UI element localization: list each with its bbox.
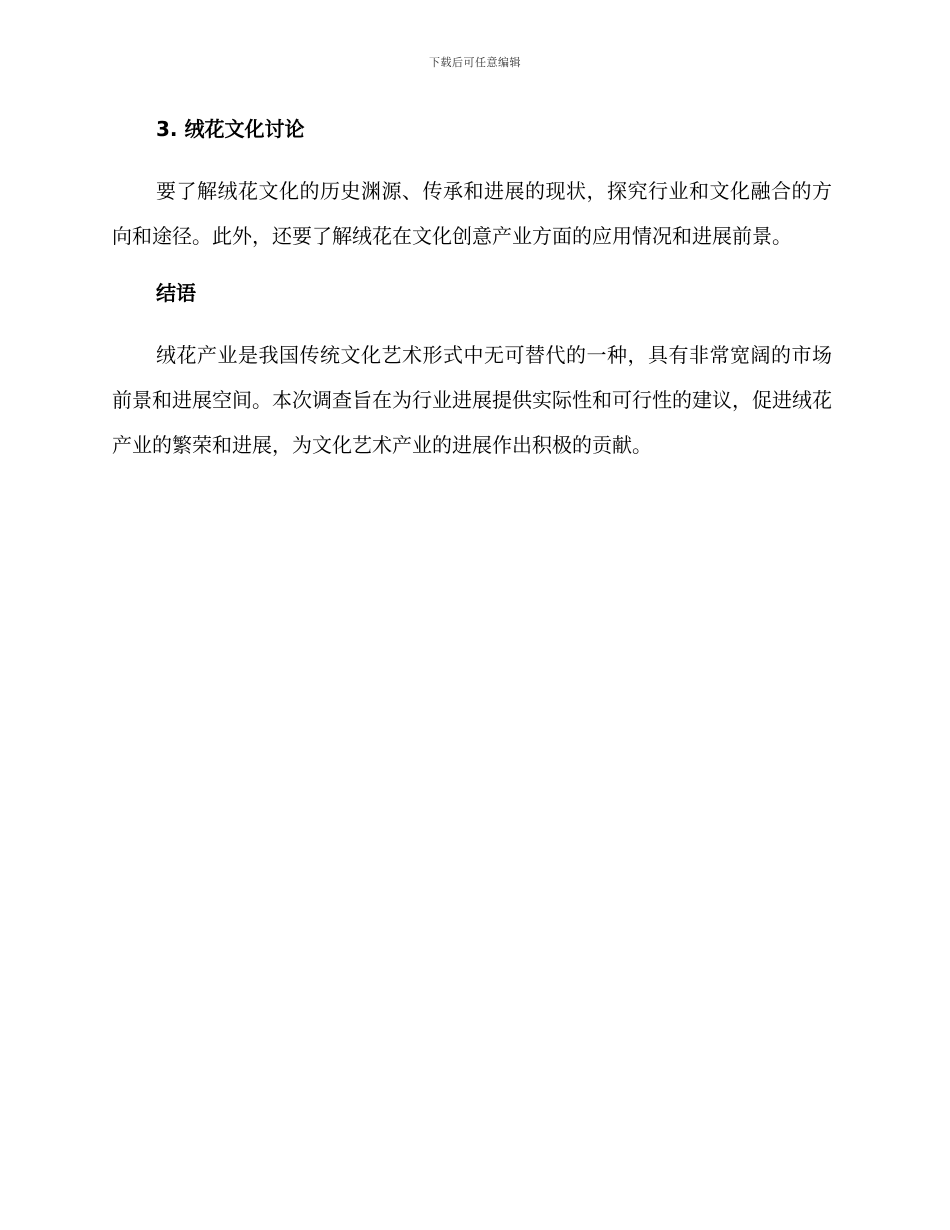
page-header: 下载后可任意编辑 [429,56,521,69]
section-heading: 结语 [156,281,196,305]
document-body [112,112,832,468]
section-heading: 3. 绒花文化讨论 [156,117,305,141]
section-paragraph: 绒花产业是我国传统文化艺术形式中无可替代的一种，具有非常宽阔的市场前景和进展空间。本次调查旨在为行业进展提供实际性和可行性的建议，促进绒花产业的繁荣和进展，为文化艺术产业的进展作出积极的贡献。 [112,343,832,457]
section-conclusion [112,276,832,468]
section-culture-discussion [112,112,832,259]
section-paragraph: 要了解绒花文化的历史渊源、传承和进展的现状，探究行业和文化融合的方向和途径。此外，还要了解绒花在文化创意产业方面的应用情况和进展前景。 [112,179,832,248]
